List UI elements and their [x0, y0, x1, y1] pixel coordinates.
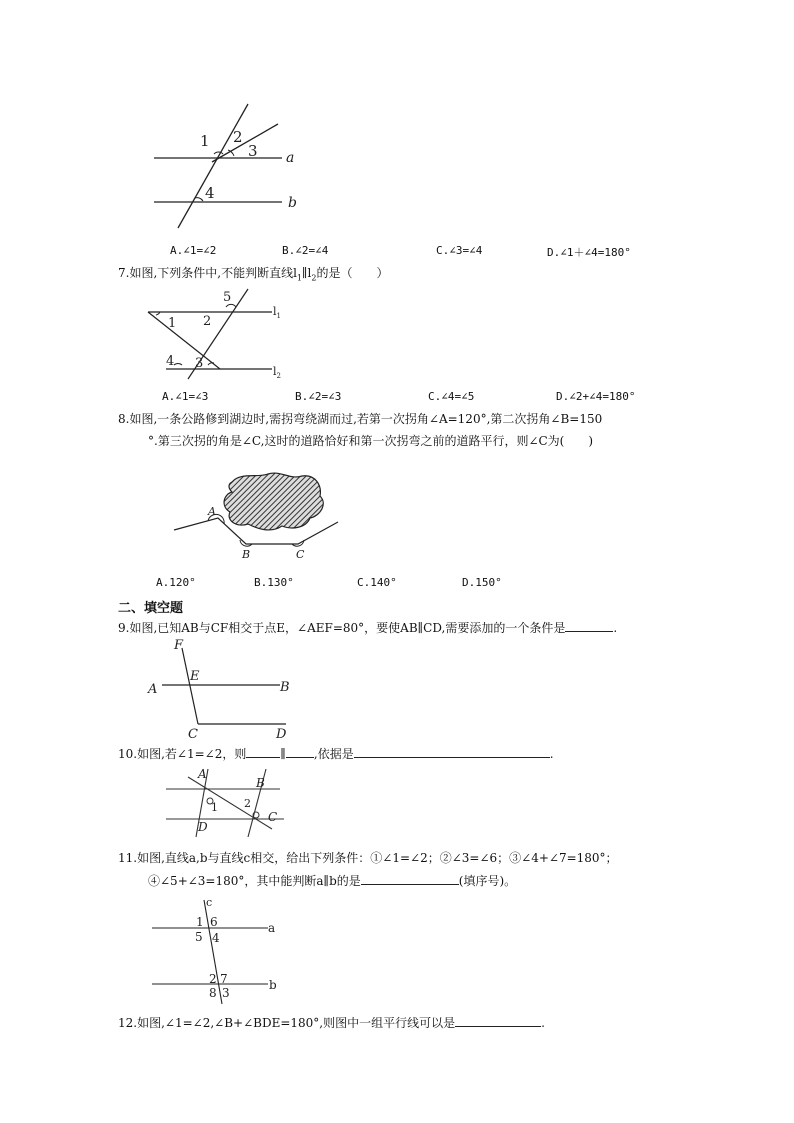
q8-label-A: A	[208, 505, 216, 518]
q7-mid: ∥l	[302, 266, 312, 280]
q8-option-b: B.130°	[254, 576, 294, 589]
q11-line2-pre: ④∠5+∠3=180°，其中能判断a∥b的是	[148, 874, 361, 888]
q10-blank-line1[interactable]	[246, 746, 280, 758]
q7-question	[118, 264, 389, 282]
q8-option-d: D.150°	[462, 576, 502, 589]
q8-label-B: B	[242, 548, 251, 561]
svg-text:l1	[273, 305, 281, 320]
q11-label-c: c	[206, 896, 213, 909]
q12-text: 12.如图,∠1=∠2,∠B+∠BDE=180°,则图中一组平行线可以是	[118, 1016, 456, 1030]
q11-figure	[150, 896, 290, 1006]
q7-option-d: D.∠2+∠4=180°	[556, 390, 636, 403]
q10-label-C: C	[268, 810, 278, 824]
q11-label-6: 6	[210, 915, 218, 929]
q10-label-B: B	[256, 776, 265, 790]
q6-label-3: 3	[248, 142, 258, 160]
q6-label-4: 4	[205, 184, 215, 202]
q10-tail: .	[549, 747, 554, 761]
q7-label-2: 2	[203, 314, 212, 329]
section-title-fill-in: 二、填空题	[118, 601, 184, 616]
q8-label-C: C	[296, 548, 305, 561]
q10-question	[118, 745, 554, 762]
svg-text:l2	[273, 365, 281, 380]
q7-figure	[140, 285, 300, 385]
q12-answer-blank[interactable]	[455, 1015, 541, 1027]
q7-label-4: 4	[166, 354, 175, 369]
q11-answer-blank[interactable]	[361, 873, 459, 885]
q7-label-1: 1	[168, 316, 177, 331]
q6-figure	[150, 100, 310, 230]
q10-mid1: ∥	[280, 747, 286, 761]
q8-figure	[170, 470, 345, 565]
q6-option-c: C.∠3=∠4	[436, 244, 483, 257]
q9-figure	[140, 638, 300, 743]
q8-option-c: C.140°	[357, 576, 397, 589]
q7-line-l2: l	[273, 365, 277, 378]
q7-line-l1-sub: 1	[276, 312, 281, 320]
q10-blank-reason[interactable]	[354, 746, 550, 758]
q7-line-l1: l	[273, 305, 277, 318]
q9-label-B: B	[280, 680, 290, 695]
q10-blank-line2[interactable]	[286, 746, 314, 758]
q11-label-3: 3	[222, 986, 230, 1000]
q11-label-b: b	[269, 978, 277, 992]
q7-option-c: C.∠4=∠5	[428, 390, 475, 403]
q7-tail: 的是（ ）	[316, 266, 389, 280]
q9-label-D: D	[276, 727, 287, 742]
q9-label-A: A	[148, 682, 158, 697]
q8-option-a: A.120°	[156, 576, 196, 589]
q6-label-2: 2	[233, 128, 243, 146]
q11-label-1: 1	[196, 915, 204, 929]
q7-sub2: 2	[311, 273, 317, 283]
q11-question-line2	[148, 872, 516, 889]
q6-label-1: 1	[200, 132, 210, 150]
q7-option-a: A.∠1=∠3	[162, 390, 209, 403]
q7-stem: 如图,下列条件中,不能判断直线l	[129, 266, 297, 280]
q10-label-2: 2	[244, 797, 251, 810]
q11-label-a: a	[268, 921, 276, 935]
q8-question-line2: °.第三次拐的角是∠C,这时的道路恰好和第一次拐弯之前的道路平行，则∠C为( )	[148, 434, 594, 448]
q8-lake	[224, 473, 323, 530]
q6-option-b: B.∠2=∠4	[282, 244, 329, 257]
q9-tail: .	[613, 621, 618, 635]
q11-label-8: 8	[209, 986, 217, 1000]
q12-tail: .	[541, 1016, 545, 1030]
q8-question-line1: 8.如图,一条公路修到湖边时,需拐弯绕湖而过,若第一次拐角∠A=120°,第二次拐角∠B=150	[118, 412, 603, 426]
q6-label-a: a	[286, 150, 295, 166]
q11-label-2: 2	[209, 972, 217, 986]
q7-line-l2-sub: 2	[276, 372, 281, 380]
q9-label-C: C	[188, 727, 198, 742]
q9-answer-blank[interactable]	[565, 620, 613, 632]
q10-mid2: ,依据是	[313, 747, 354, 761]
q10-label-1: 1	[211, 801, 218, 814]
q11-label-5: 5	[195, 930, 203, 944]
q6-label-b: b	[288, 195, 297, 211]
q11-line2-tail: (填序号)。	[458, 874, 517, 888]
q6-option-d: D.∠1＋∠4=180°	[547, 246, 631, 259]
q11-question-line1: 11.如图,直线a,b与直线c相交，给出下列条件：①∠1=∠2；②∠3=∠6；③∠4+∠7=180°；	[118, 851, 618, 865]
q9-question	[118, 619, 617, 636]
q11-label-7: 7	[220, 972, 228, 986]
q11-label-4: 4	[212, 931, 220, 945]
q9-text: 9.如图,已知AB与CF相交于点E，∠AEF=80°，要使AB∥CD,需要添加的一个条件是	[118, 621, 566, 635]
q10-pre: 10.如图,若∠1=∠2，则	[118, 747, 247, 761]
q6-option-a: A.∠1=∠2	[170, 244, 217, 257]
q7-label-5: 5	[223, 290, 232, 305]
q7-number: 7.	[118, 266, 130, 280]
q7-label-3: 3	[195, 356, 204, 371]
q10-label-D: D	[198, 820, 208, 834]
q10-label-A: A	[198, 767, 207, 781]
q9-label-E: E	[190, 669, 200, 684]
q10-figure	[160, 765, 290, 840]
q7-sub1: 1	[296, 273, 303, 283]
q7-option-b: B.∠2=∠3	[295, 390, 342, 403]
q9-label-F: F	[174, 638, 184, 653]
q12-question	[118, 1014, 545, 1031]
